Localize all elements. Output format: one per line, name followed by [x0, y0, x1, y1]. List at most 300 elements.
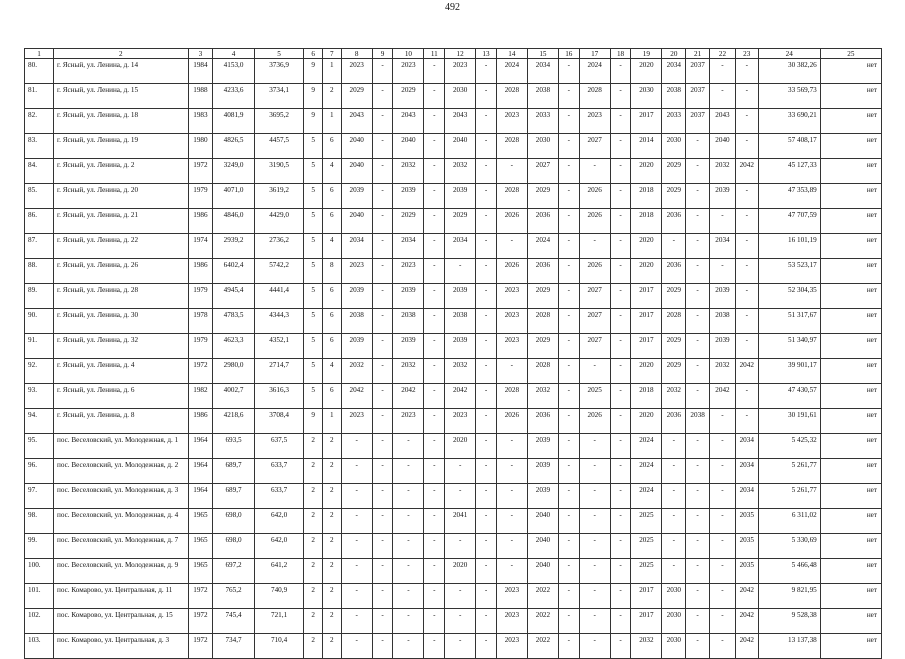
- table-cell: 2980,0: [213, 359, 254, 384]
- table-cell: 2034: [341, 234, 372, 259]
- table-cell: 9: [304, 59, 323, 84]
- table-cell: -: [710, 459, 736, 484]
- table-cell: -: [558, 609, 579, 634]
- table-cell: 3619,2: [254, 184, 304, 209]
- table-cell: -: [579, 609, 610, 634]
- table-cell: -: [579, 484, 610, 509]
- cost-cell: 9 528,38: [758, 609, 820, 634]
- table-cell: -: [372, 484, 393, 509]
- table-cell: 5: [304, 334, 323, 359]
- table-cell: 2022: [527, 584, 558, 609]
- flag-cell: нет: [820, 434, 881, 459]
- row-number-cell: 92.: [25, 359, 54, 384]
- table-cell: 2: [304, 459, 323, 484]
- table-cell: 2027: [579, 309, 610, 334]
- table-cell: -: [372, 384, 393, 409]
- flag-cell: нет: [820, 484, 881, 509]
- table-row: [25, 384, 882, 409]
- table-cell: -: [445, 634, 476, 659]
- table-cell: 2: [304, 434, 323, 459]
- row-number-cell: 100.: [25, 559, 54, 584]
- table-cell: -: [496, 234, 527, 259]
- address-cell: пос. Веселовский, ул. Молодежная, д. 1: [53, 434, 188, 459]
- column-number-cell: 24: [758, 49, 820, 59]
- table-cell: -: [710, 409, 736, 434]
- address-cell: г. Ясный, ул. Ленина, д. 20: [53, 184, 188, 209]
- table-cell: 2020: [631, 359, 662, 384]
- flag-cell: нет: [820, 359, 881, 384]
- table-cell: 2038: [686, 409, 710, 434]
- address-cell: г. Ясный, ул. Ленина, д. 26: [53, 259, 188, 284]
- table-cell: -: [445, 584, 476, 609]
- table-cell: -: [686, 184, 710, 209]
- table-cell: 2023: [393, 59, 424, 84]
- flag-cell: нет: [820, 184, 881, 209]
- table-cell: 2025: [631, 534, 662, 559]
- row-number-cell: 80.: [25, 59, 54, 84]
- table-cell: -: [710, 484, 736, 509]
- table-cell: -: [424, 259, 445, 284]
- table-cell: 3249,0: [213, 159, 254, 184]
- table-cell: 1972: [188, 159, 213, 184]
- table-cell: 2028: [662, 309, 686, 334]
- table-cell: 2039: [710, 284, 736, 309]
- flag-cell: нет: [820, 584, 881, 609]
- table-cell: 2038: [341, 309, 372, 334]
- table-cell: 6: [323, 284, 342, 309]
- table-cell: -: [686, 359, 710, 384]
- table-cell: 2040: [341, 209, 372, 234]
- table-cell: 2023: [445, 409, 476, 434]
- table-cell: 2038: [527, 84, 558, 109]
- table-cell: -: [610, 234, 631, 259]
- table-cell: 2032: [445, 159, 476, 184]
- table-cell: 2034: [662, 59, 686, 84]
- table-cell: 4846,0: [213, 209, 254, 234]
- table-cell: -: [579, 509, 610, 534]
- table-cell: -: [735, 209, 758, 234]
- table-cell: -: [496, 434, 527, 459]
- column-number-cell: 6: [304, 49, 323, 59]
- cost-cell: 30 191,61: [758, 409, 820, 434]
- table-cell: 2020: [631, 234, 662, 259]
- flag-cell: нет: [820, 209, 881, 234]
- table-cell: 6: [323, 184, 342, 209]
- table-cell: 2043: [710, 109, 736, 134]
- table-cell: 2023: [341, 409, 372, 434]
- table-cell: -: [372, 334, 393, 359]
- table-cell: -: [558, 634, 579, 659]
- address-cell: пос. Веселовский, ул. Молодежная, д. 9: [53, 559, 188, 584]
- table-row: [25, 59, 882, 84]
- table-cell: 2018: [631, 209, 662, 234]
- table-cell: -: [341, 559, 372, 584]
- table-cell: 1: [323, 109, 342, 134]
- table-cell: -: [445, 609, 476, 634]
- table-cell: 8: [323, 259, 342, 284]
- table-cell: 1972: [188, 609, 213, 634]
- table-cell: 2042: [445, 384, 476, 409]
- table-cell: 2020: [631, 259, 662, 284]
- table-cell: -: [558, 259, 579, 284]
- table-cell: 1984: [188, 59, 213, 84]
- table-cell: 721,1: [254, 609, 304, 634]
- table-cell: 2028: [579, 84, 610, 109]
- flag-cell: нет: [820, 609, 881, 634]
- table-cell: -: [686, 234, 710, 259]
- table-cell: 2039: [527, 484, 558, 509]
- table-cell: 4: [323, 234, 342, 259]
- table-cell: 1986: [188, 209, 213, 234]
- address-cell: г. Ясный, ул. Ленина, д. 19: [53, 134, 188, 159]
- table-cell: 2023: [496, 309, 527, 334]
- table-cell: -: [558, 534, 579, 559]
- address-cell: г. Ясный, ул. Ленина, д. 32: [53, 334, 188, 359]
- table-cell: -: [710, 609, 736, 634]
- table-cell: 2041: [445, 509, 476, 534]
- table-cell: -: [610, 334, 631, 359]
- cost-cell: 13 137,38: [758, 634, 820, 659]
- table-cell: 1: [323, 59, 342, 84]
- table-cell: 1982: [188, 384, 213, 409]
- flag-cell: нет: [820, 309, 881, 334]
- table-cell: 4623,3: [213, 334, 254, 359]
- table-cell: 2022: [527, 634, 558, 659]
- table-cell: -: [476, 434, 497, 459]
- cost-cell: 52 304,35: [758, 284, 820, 309]
- table-cell: -: [610, 409, 631, 434]
- table-cell: 2039: [445, 184, 476, 209]
- table-cell: -: [476, 184, 497, 209]
- cost-cell: 5 425,32: [758, 434, 820, 459]
- table-cell: -: [686, 384, 710, 409]
- table-cell: 2037: [686, 109, 710, 134]
- table-cell: 2: [323, 509, 342, 534]
- table-cell: 734,7: [213, 634, 254, 659]
- table-cell: 9: [304, 109, 323, 134]
- table-cell: -: [610, 259, 631, 284]
- table-cell: 2: [304, 584, 323, 609]
- table-cell: -: [341, 634, 372, 659]
- table-cell: 1965: [188, 509, 213, 534]
- table-cell: 6402,4: [213, 259, 254, 284]
- table-cell: -: [735, 259, 758, 284]
- table-cell: -: [476, 84, 497, 109]
- table-cell: 689,7: [213, 484, 254, 509]
- table-cell: 2040: [341, 159, 372, 184]
- table-cell: -: [341, 434, 372, 459]
- address-cell: г. Ясный, ул. Ленина, д. 4: [53, 359, 188, 384]
- table-cell: -: [393, 509, 424, 534]
- table-cell: 1979: [188, 334, 213, 359]
- table-cell: -: [372, 459, 393, 484]
- table-row: [25, 484, 882, 509]
- column-number-cell: 14: [496, 49, 527, 59]
- table-cell: 2032: [527, 384, 558, 409]
- table-cell: 2039: [393, 184, 424, 209]
- table-row: [25, 159, 882, 184]
- table-cell: 6: [323, 384, 342, 409]
- column-number-cell: 3: [188, 49, 213, 59]
- table-cell: 2032: [393, 159, 424, 184]
- table-cell: -: [372, 284, 393, 309]
- table-cell: 2042: [735, 584, 758, 609]
- column-number-cell: 17: [579, 49, 610, 59]
- table-cell: -: [424, 559, 445, 584]
- table-cell: 3734,1: [254, 84, 304, 109]
- table-cell: -: [710, 84, 736, 109]
- flag-cell: нет: [820, 259, 881, 284]
- table-cell: 2034: [393, 234, 424, 259]
- table-cell: 2736,2: [254, 234, 304, 259]
- table-cell: -: [496, 159, 527, 184]
- table-cell: 2024: [631, 459, 662, 484]
- table-row: [25, 209, 882, 234]
- table-cell: -: [372, 209, 393, 234]
- table-cell: 2026: [496, 409, 527, 434]
- table-cell: 2017: [631, 584, 662, 609]
- table-cell: -: [424, 584, 445, 609]
- table-cell: 2: [323, 84, 342, 109]
- cost-cell: 57 408,17: [758, 134, 820, 159]
- table-cell: -: [579, 159, 610, 184]
- flag-cell: нет: [820, 234, 881, 259]
- table-cell: 2029: [527, 334, 558, 359]
- table-cell: -: [341, 609, 372, 634]
- table-cell: 689,7: [213, 459, 254, 484]
- table-cell: 4071,0: [213, 184, 254, 209]
- table-cell: 2026: [579, 209, 610, 234]
- table-cell: -: [424, 334, 445, 359]
- table-cell: 2027: [579, 284, 610, 309]
- table-cell: 2030: [662, 609, 686, 634]
- table-cell: 633,7: [254, 459, 304, 484]
- table-cell: -: [558, 584, 579, 609]
- table-row: [25, 559, 882, 584]
- table-cell: -: [393, 534, 424, 559]
- table-cell: 1965: [188, 534, 213, 559]
- row-number-cell: 94.: [25, 409, 54, 434]
- table-cell: 2034: [735, 434, 758, 459]
- column-number-cell: 21: [686, 49, 710, 59]
- address-cell: г. Ясный, ул. Ленина, д. 15: [53, 84, 188, 109]
- table-cell: -: [372, 184, 393, 209]
- table-cell: -: [686, 134, 710, 159]
- table-cell: 2017: [631, 284, 662, 309]
- table-cell: -: [686, 584, 710, 609]
- table-cell: -: [476, 584, 497, 609]
- table-cell: -: [558, 409, 579, 434]
- table-cell: 2027: [527, 159, 558, 184]
- column-number-cell: 15: [527, 49, 558, 59]
- table-cell: -: [424, 484, 445, 509]
- table-cell: -: [686, 509, 710, 534]
- table-cell: 633,7: [254, 484, 304, 509]
- table-cell: 2040: [710, 134, 736, 159]
- table-cell: 2028: [527, 309, 558, 334]
- table-cell: 2039: [527, 459, 558, 484]
- column-number-cell: 19: [631, 49, 662, 59]
- table-cell: 4441,4: [254, 284, 304, 309]
- table-cell: 2030: [662, 584, 686, 609]
- table-cell: 2: [304, 559, 323, 584]
- table-cell: 4081,9: [213, 109, 254, 134]
- column-number-cell: 25: [820, 49, 881, 59]
- address-cell: пос. Веселовский, ул. Молодежная, д. 2: [53, 459, 188, 484]
- table-cell: 2032: [662, 384, 686, 409]
- table-cell: 2020: [445, 559, 476, 584]
- table-cell: -: [445, 259, 476, 284]
- table-cell: -: [610, 184, 631, 209]
- table-cell: -: [662, 459, 686, 484]
- table-cell: 3190,5: [254, 159, 304, 184]
- table-cell: -: [496, 459, 527, 484]
- table-cell: 4: [323, 159, 342, 184]
- table-cell: 2030: [527, 134, 558, 159]
- table-cell: -: [558, 84, 579, 109]
- table-cell: 1978: [188, 309, 213, 334]
- table-cell: -: [735, 184, 758, 209]
- flag-cell: нет: [820, 84, 881, 109]
- table-row: [25, 134, 882, 159]
- table-cell: 698,0: [213, 509, 254, 534]
- table-cell: 2024: [496, 59, 527, 84]
- table-cell: 1979: [188, 284, 213, 309]
- table-cell: -: [686, 559, 710, 584]
- row-number-cell: 91.: [25, 334, 54, 359]
- table-cell: 2029: [445, 209, 476, 234]
- column-number-cell: 23: [735, 49, 758, 59]
- address-cell: г. Ясный, ул. Ленина, д. 22: [53, 234, 188, 259]
- table-cell: 2023: [496, 634, 527, 659]
- table-cell: 2029: [341, 84, 372, 109]
- table-cell: 2029: [393, 84, 424, 109]
- table-cell: 2023: [445, 59, 476, 84]
- table-cell: -: [476, 384, 497, 409]
- table-cell: 4344,3: [254, 309, 304, 334]
- address-cell: пос. Веселовский, ул. Молодежная, д. 7: [53, 534, 188, 559]
- table-cell: -: [424, 134, 445, 159]
- table-cell: 3736,9: [254, 59, 304, 84]
- address-cell: г. Ясный, ул. Ленина, д. 21: [53, 209, 188, 234]
- column-number-cell: 13: [476, 49, 497, 59]
- table-cell: 3708,4: [254, 409, 304, 434]
- table-cell: -: [610, 109, 631, 134]
- table-cell: -: [710, 509, 736, 534]
- table-cell: 2030: [445, 84, 476, 109]
- table-cell: -: [579, 634, 610, 659]
- table-cell: -: [393, 484, 424, 509]
- flag-cell: нет: [820, 334, 881, 359]
- table-cell: 4352,1: [254, 334, 304, 359]
- table-cell: -: [686, 459, 710, 484]
- table-cell: 5: [304, 234, 323, 259]
- column-number-cell: 1: [25, 49, 54, 59]
- row-number-cell: 93.: [25, 384, 54, 409]
- table-cell: -: [610, 434, 631, 459]
- table-cell: -: [341, 484, 372, 509]
- table-cell: 2022: [527, 609, 558, 634]
- table-cell: -: [424, 409, 445, 434]
- table-cell: -: [710, 59, 736, 84]
- table-cell: 2034: [527, 59, 558, 84]
- flag-cell: нет: [820, 559, 881, 584]
- table-cell: 1972: [188, 584, 213, 609]
- table-row: [25, 409, 882, 434]
- row-number-cell: 101.: [25, 584, 54, 609]
- address-cell: г. Ясный, ул. Ленина, д. 14: [53, 59, 188, 84]
- table-cell: 2037: [686, 84, 710, 109]
- table-cell: 2039: [445, 284, 476, 309]
- column-number-cell: 8: [341, 49, 372, 59]
- cost-cell: 47 430,57: [758, 384, 820, 409]
- table-cell: 2030: [662, 634, 686, 659]
- table-cell: -: [393, 459, 424, 484]
- table-cell: 2040: [393, 134, 424, 159]
- flag-cell: нет: [820, 159, 881, 184]
- flag-cell: нет: [820, 284, 881, 309]
- table-cell: 6: [323, 134, 342, 159]
- table-cell: -: [372, 409, 393, 434]
- table-cell: -: [476, 209, 497, 234]
- table-cell: 2034: [735, 459, 758, 484]
- table-cell: 2033: [527, 109, 558, 134]
- table-cell: 5742,2: [254, 259, 304, 284]
- cost-cell: 16 101,19: [758, 234, 820, 259]
- cost-cell: 5 261,77: [758, 459, 820, 484]
- table-cell: 2036: [662, 209, 686, 234]
- table-cell: -: [341, 584, 372, 609]
- table-cell: -: [686, 534, 710, 559]
- table-cell: 637,5: [254, 434, 304, 459]
- cost-cell: 45 127,33: [758, 159, 820, 184]
- column-number-cell: 16: [558, 49, 579, 59]
- table-cell: -: [424, 459, 445, 484]
- table-cell: 2040: [527, 509, 558, 534]
- table-row: [25, 84, 882, 109]
- table-cell: 2042: [393, 384, 424, 409]
- table-cell: 5: [304, 309, 323, 334]
- table-row: [25, 309, 882, 334]
- table-cell: 2037: [686, 59, 710, 84]
- table-cell: -: [558, 384, 579, 409]
- table-cell: 2038: [445, 309, 476, 334]
- table-cell: 2042: [341, 384, 372, 409]
- table-cell: 4945,4: [213, 284, 254, 309]
- data-table: [24, 48, 882, 659]
- table-cell: -: [558, 459, 579, 484]
- row-number-cell: 84.: [25, 159, 54, 184]
- table-row: [25, 634, 882, 659]
- table-row: [25, 609, 882, 634]
- table-cell: -: [579, 359, 610, 384]
- row-number-cell: 97.: [25, 484, 54, 509]
- table-cell: 2032: [710, 159, 736, 184]
- table-cell: -: [686, 309, 710, 334]
- table-cell: 642,0: [254, 509, 304, 534]
- table-cell: -: [610, 59, 631, 84]
- table-cell: -: [424, 234, 445, 259]
- table-cell: -: [558, 134, 579, 159]
- table-cell: -: [476, 309, 497, 334]
- table-cell: -: [476, 109, 497, 134]
- table-cell: -: [558, 484, 579, 509]
- table-cell: 2039: [445, 334, 476, 359]
- table-cell: 1964: [188, 484, 213, 509]
- table-cell: -: [558, 334, 579, 359]
- table-cell: -: [558, 309, 579, 334]
- table-cell: -: [735, 384, 758, 409]
